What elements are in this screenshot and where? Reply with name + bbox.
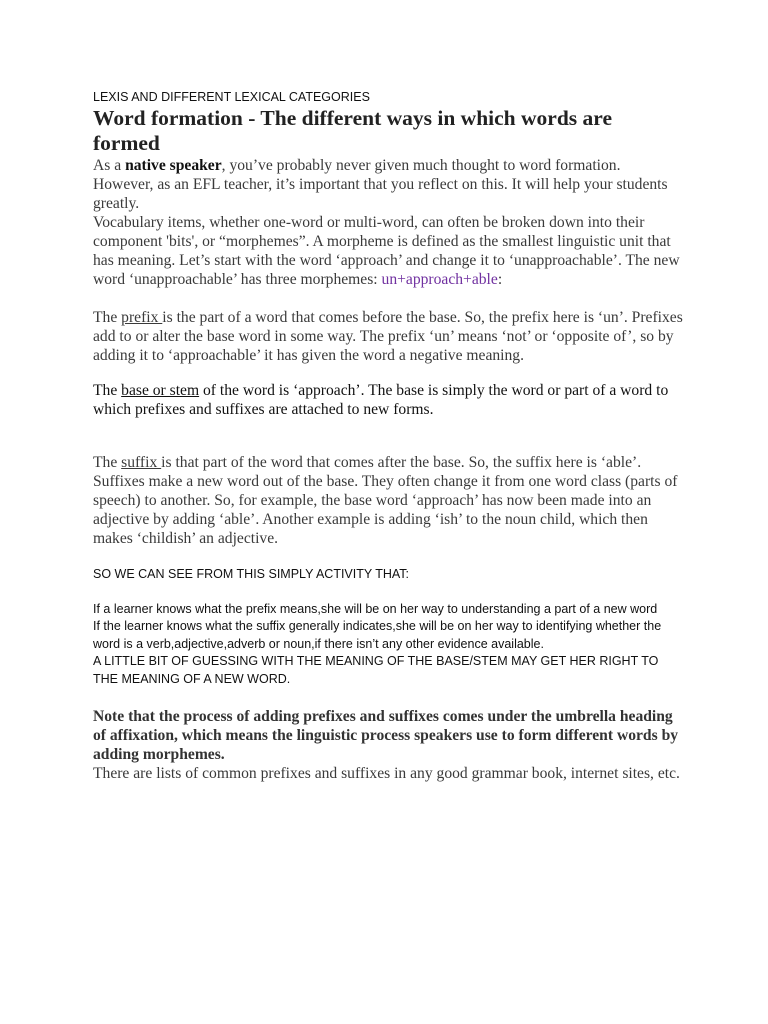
intro-paragraph-2: Vocabulary items, whether one-word or multi-word, can often be broken down into their component 'bits', or “morphemes”. A morpheme is defined as the smallest linguistic unit that has meaning. Let’s start with the word ‘approach’ and change it to ‘unapproachable’. The new word ‘unapproachable’ has three morphemes: un+approach+able: <box>93 214 680 288</box>
affixation-note: Note that the process of adding prefixes and suffixes comes under the umbrella heading of affixation, which means the linguistic process speakers use to form different words by adding morphemes. <box>93 708 679 763</box>
suffix-term: suffix <box>121 454 162 471</box>
activity-line-suffix: If the learner knows what the suffix generally indicates,she will be on her way to identifying whether the word is a verb,adjective,adverb or noun,if there isn’t any other evidence available. <box>93 619 662 651</box>
base-term: base or stem <box>121 382 200 399</box>
suffix-paragraph: The suffix is that part of the word that comes after the base. So, the suffix here is ‘able’. Suffixes make a new word out of the base. They often change it from one word class (parts of speech) to another. So, for example, the base word ‘approach’ has now been made into an adjective by adding ‘able’. Another example is adding ‘ish’ to the noun child, which then makes ‘childish’ an adjective. <box>93 454 678 547</box>
intro-paragraph-1: As a native speaker, you’ve probably never given much thought to word formation. However, as an EFL teacher, it’s important that you reflect on this. It will help your students greatly. <box>93 157 668 212</box>
native-speaker-bold: native speaker <box>125 157 222 174</box>
page-title: Word formation - The different ways in which words are formed <box>93 106 612 155</box>
activity-line-base: A LITTLE BIT OF GUESSING WITH THE MEANING OF THE BASE/STEM MAY GET HER RIGHT TO THE MEANING OF A NEW WORD. <box>93 654 659 686</box>
prefix-paragraph: The prefix is the part of a word that comes before the base. So, the prefix here is ‘un’. Prefixes add to or alter the base word in some way. The prefix ‘un’ means ‘not’ or ‘opposite of’, so by adding it to ‘approachable’ it has given the word a negative meaning. <box>93 309 683 364</box>
base-paragraph: The base or stem of the word is ‘approach’. The base is simply the word or part of a word to which prefixes and suffixes are attached to new forms. <box>93 382 669 418</box>
activity-heading: SO WE CAN SEE FROM THIS SIMPLY ACTIVITY THAT: <box>93 567 410 581</box>
prefix-term: prefix <box>121 309 163 326</box>
morpheme-breakdown: un+approach+able <box>381 271 498 288</box>
closing-paragraph: There are lists of common prefixes and suffixes in any good grammar book, internet sites, etc. <box>93 765 680 782</box>
kicker-heading: LEXIS AND DIFFERENT LEXICAL CATEGORIES <box>93 90 370 104</box>
activity-line-prefix: If a learner knows what the prefix means,she will be on her way to understanding a part of a new word <box>93 601 658 616</box>
